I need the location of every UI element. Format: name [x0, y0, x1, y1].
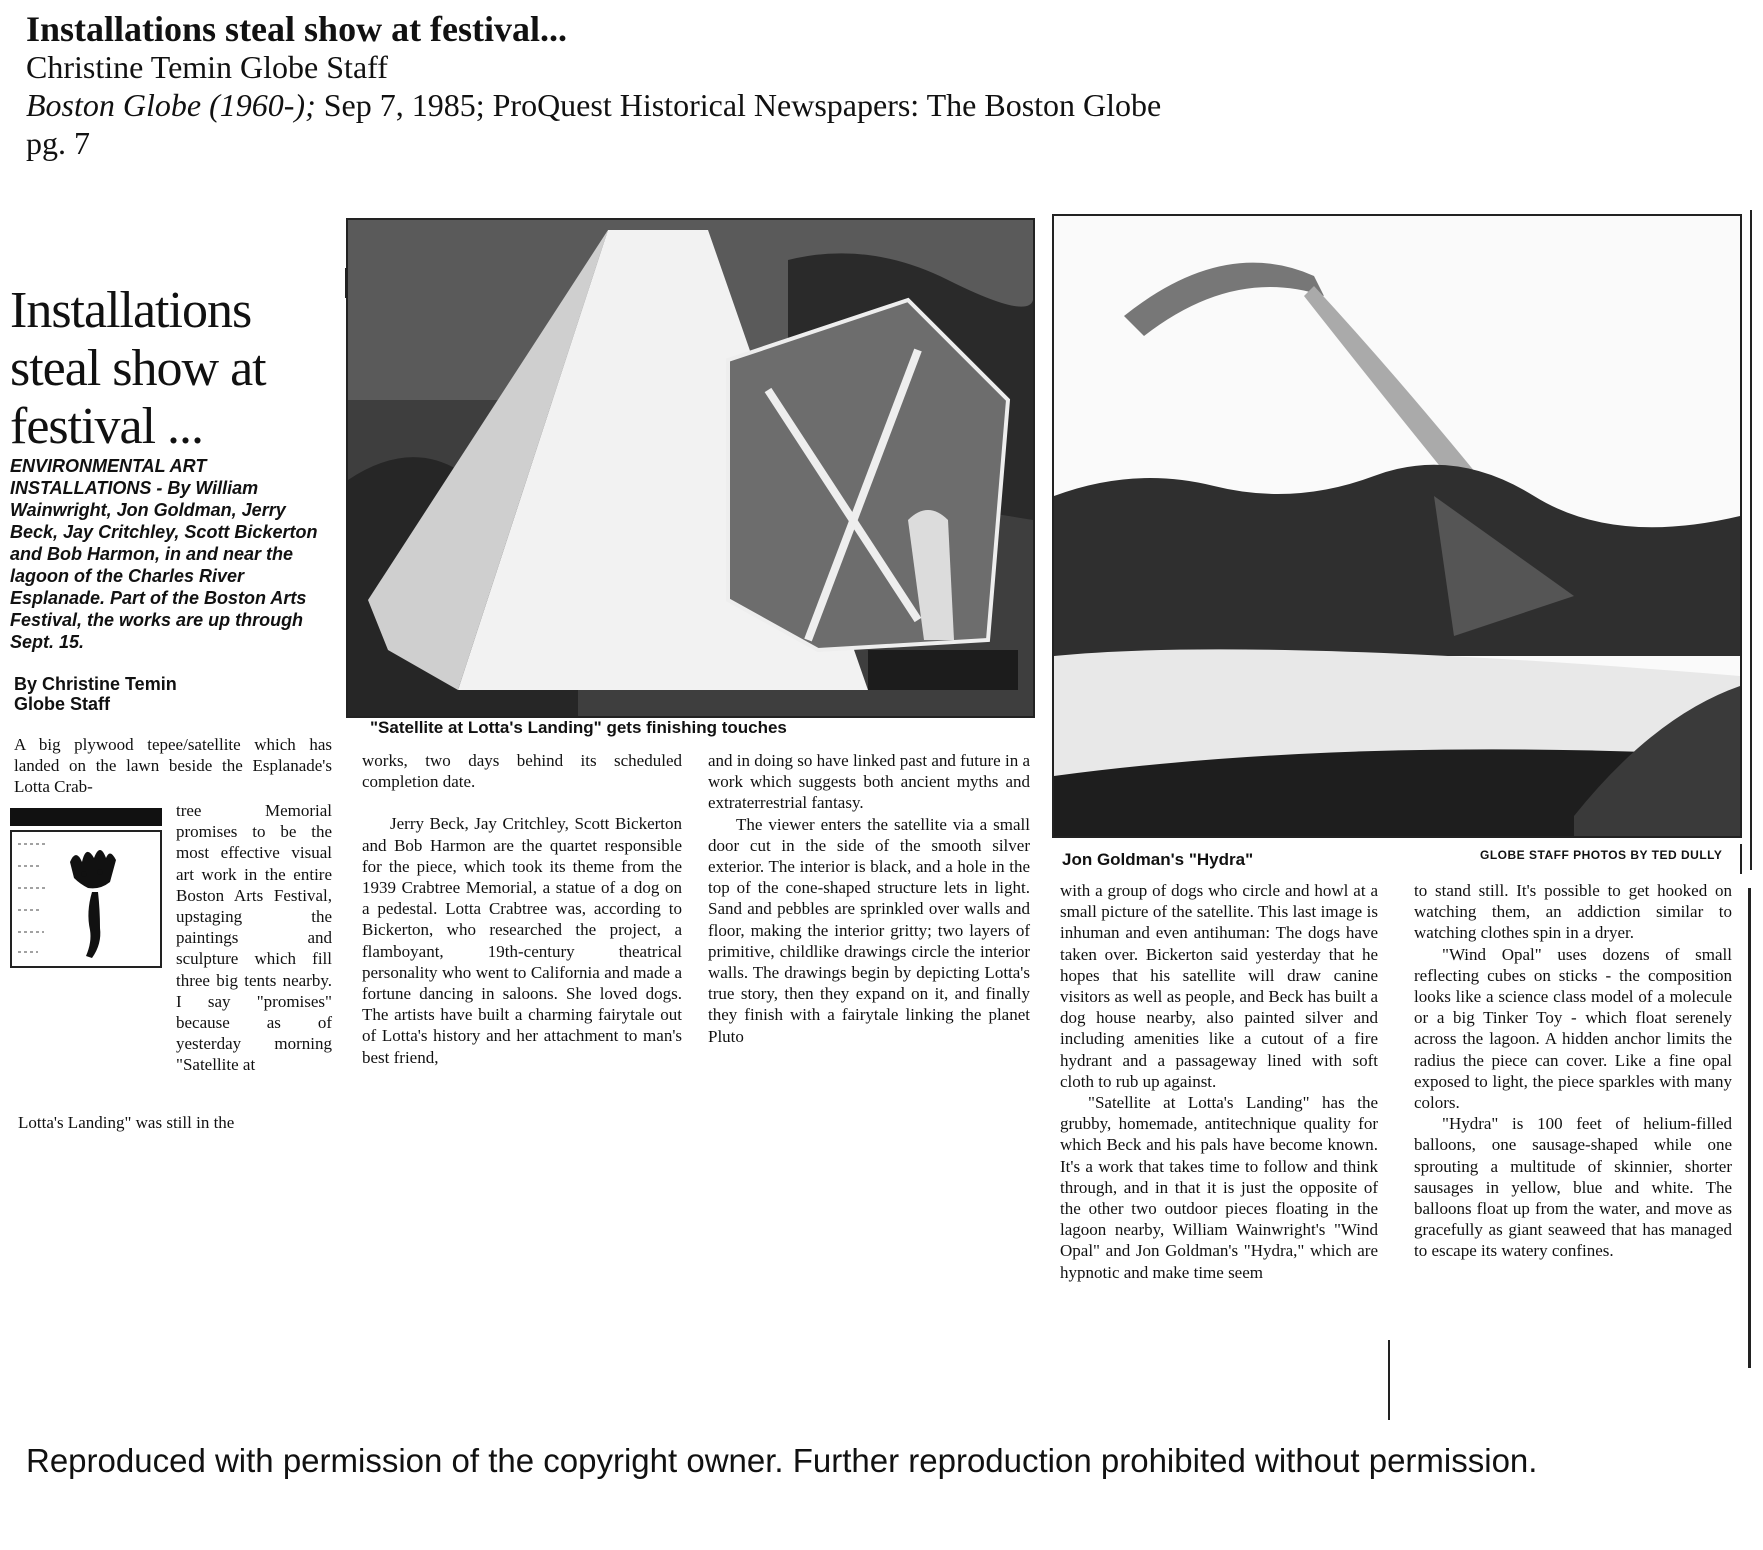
col2-paragraph-1: works, two days behind its scheduled completion date. [362, 751, 682, 792]
article-subhead: ENVIRONMENTAL ART INSTALLATIONS - By William Wainwright, Jon Goldman, Jerry Beck, Jay Critchley, Scott Bickerton and Bob Harmon, in and near the lagoon of the Charles River Esplanade. Part of the Boston Arts Festival, the works are up through Sept. 15. [10, 456, 318, 652]
photo-credit: GLOBE STAFF PHOTOS BY TED DULLY [1480, 848, 1723, 862]
col5-paragraph-1: to stand still. It's possible to get hooked on watching them, an addiction similar to watching clothes spin in a dryer. [1414, 881, 1732, 943]
col1-end-text: Lotta's Landing" was still in the [18, 1113, 235, 1132]
article-headline: Installations steal show at festival ... [10, 282, 266, 455]
hydra-photo-image [1054, 216, 1740, 836]
article-column-3 [708, 750, 1030, 1047]
article-column-1-top [14, 734, 332, 798]
citation-source [26, 86, 1161, 124]
col4-paragraph-1: with a group of dogs who circle and howl at a small picture of the satellite. This last image is inhuman and even antihuman: The dogs have taken over. Bickerton said yesterday that he hopes that his satellite will draw canine visitors as well as people, and Beck has built a dog house nearby, also painted silver and including amenities like a cutout of a fire hydrant and a passageway lined with soft cloth to rub up against. [1060, 881, 1378, 1091]
hydra-photo-caption: Jon Goldman's "Hydra" [1062, 850, 1254, 869]
article-column-5 [1414, 880, 1732, 1262]
col2-paragraph-2: Jerry Beck, Jay Critchley, Scott Bickerton and Bob Harmon are the quartet responsible for the piece, which took its theme from the 1939 Crabtree Memorial, a statue of a dog on a pedestal. Lotta Crabtree was, according to Bickerton, who researched the project, a flamboyant, 19th-century theatrical personality who went to California and made a fortune dancing in saloons. She loved dogs. The artists have built a charming fairytale out of Lotta's history and her attachment to man's best friend, [362, 814, 682, 1067]
article-column-2 [362, 750, 682, 1068]
col1-wrap-text: tree Memorial promises to be the most effective visual art work in the entire Boston Arts Festival, upstaging the paintings and sculpture which fill three big tents nearby. I say "promises" because as of yesterday morning "Satellite at [176, 801, 332, 1075]
col3-paragraph-1: and in doing so have linked past and future in a work which suggests both ancient myths and extraterrestrial fantasy. [708, 751, 1030, 813]
inset-figure-bar [10, 808, 162, 826]
citation-publication: Boston Globe (1960-); [26, 87, 316, 123]
article-column-1-wrap [176, 800, 332, 1076]
article-column-1-end [18, 1112, 336, 1133]
inset-figure [10, 830, 162, 968]
column-rule [1748, 888, 1751, 1368]
citation-author: Christine Temin Globe Staff [26, 49, 388, 85]
satellite-photo-image [348, 220, 1033, 716]
col4-paragraph-2: "Satellite at Lotta's Landing" has the grubby, homemade, antitechnique quality for which Beck and his pals have become known. It's a work that takes time to follow and think through, and in that it is just the opposite of the other two outdoor pieces floating in the lagoon nearby, William Wainwright's "Wind Opal" and Jon Goldman's "Hydra," which are hypnotic and make time seem [1060, 1093, 1378, 1282]
article-byline: By Christine Temin Globe Staff [14, 674, 177, 714]
column-rule [1740, 844, 1742, 874]
hydra-photo [1052, 214, 1742, 838]
column-rule [1750, 210, 1752, 870]
copyright-footer: Reproduced with permission of the copyright owner. Further reproduction prohibited without permission. [26, 1442, 1538, 1479]
citation-date-source: Sep 7, 1985; ProQuest Historical Newspapers: The Boston Globe [315, 87, 1162, 123]
column-rule [1388, 1340, 1390, 1420]
citation-page: pg. 7 [26, 125, 90, 161]
col3-paragraph-2: The viewer enters the satellite via a small door cut in the side of the smooth silver exterior. The interior is black, and a hole in the top of the cone-shaped structure lets in light. Sand and pebbles are sprinkled over walls and floor, making the interior gritty; two layers of primitive, childlike drawings circle the interior walls. The drawings begin by depicting Lotta's true story, then they expand on it, and finally they finish with a fairytale linking the planet Pluto [708, 814, 1030, 1046]
article-column-4 [1060, 880, 1378, 1283]
satellite-photo-caption: "Satellite at Lotta's Landing" gets finishing touches [370, 718, 787, 737]
satellite-photo [346, 218, 1035, 718]
dog-figure-icon [12, 832, 160, 966]
col1-top-text: A big plywood tepee/satellite which has landed on the lawn beside the Esplanade's Lotta Crab- [14, 735, 332, 797]
citation-title: Installations steal show at festival... [26, 9, 568, 49]
col5-paragraph-3: "Hydra" is 100 feet of helium-filled balloons, one sausage-shaped while one sprouting a multitude of skinnier, shorter sausages in yellow, blue and white. The balloons float up from the water, and move as gracefully as giant seaweed that has managed to escape its watery confines. [1414, 1114, 1732, 1261]
col5-paragraph-2: "Wind Opal" uses dozens of small reflecting cubes on sticks - the composition looks like a science class model of a molecule or a big Tinker Toy - which float serenely across the lagoon. A hidden anchor limits the radius the piece can cover. Like a fine opal exposed to light, the piece sparkles with many colors. [1414, 944, 1732, 1113]
